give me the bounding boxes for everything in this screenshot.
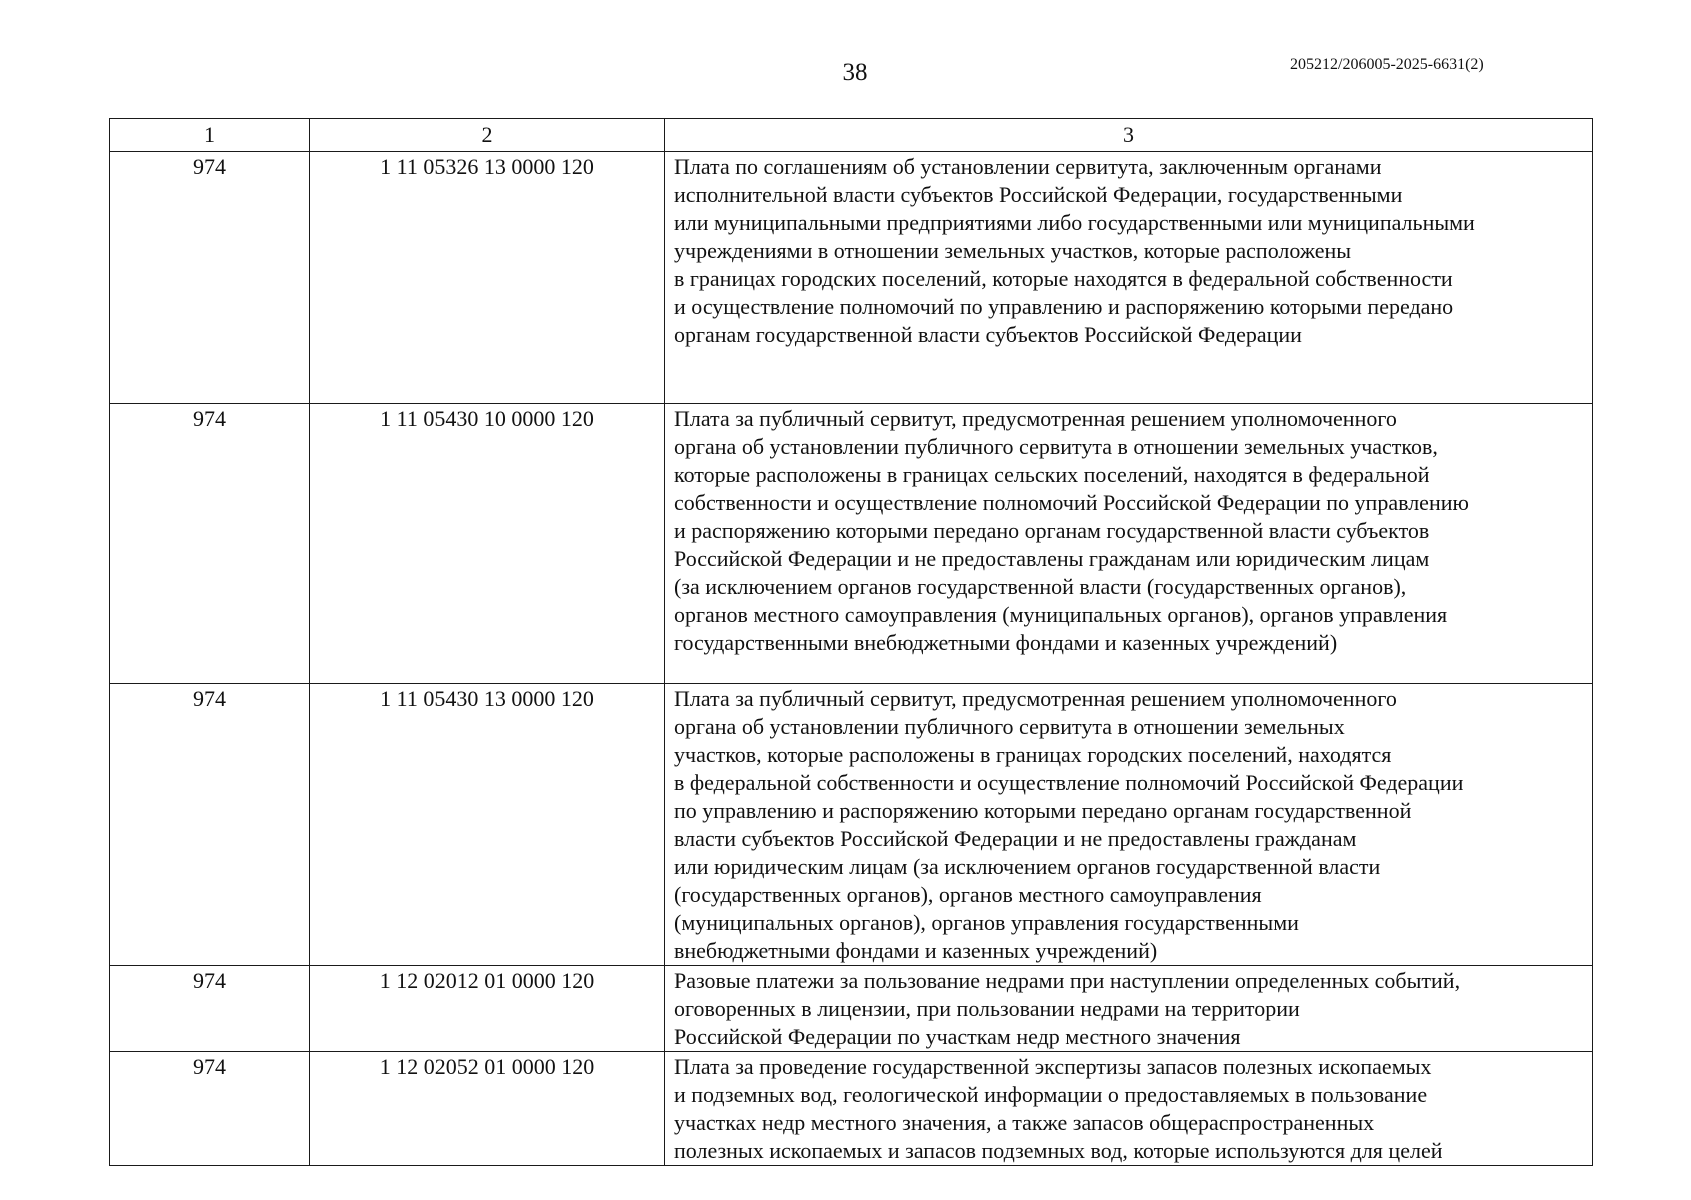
description-line: внебюджетными фондами и казенных учреждений) <box>674 938 1158 963</box>
description-line: собственности и осуществление полномочий Российской Федерации по управлению <box>674 490 1469 515</box>
description-line: Плата за проведение государственной экспертизы запасов полезных ископаемых <box>674 1054 1432 1079</box>
table-row <box>110 152 1593 404</box>
revenue-description-cell <box>665 1052 1593 1166</box>
description-line: учреждениями в отношении земельных участков, которые расположены <box>674 238 1352 263</box>
description-line: Российской Федерации и не предоставлены гражданам или юридическим лицам <box>674 546 1430 571</box>
description-line: и распоряжению которыми передано органам государственной власти субъектов <box>674 518 1430 543</box>
admin-code-cell: 974 <box>110 404 310 684</box>
budget-codes-table <box>109 118 1593 1166</box>
description-line: органов местного самоуправления (муниципальных органов), органов управления <box>674 602 1448 627</box>
description-line: и подземных вод, геологической информации о предоставляемых в пользование <box>674 1082 1428 1107</box>
description-line: или юридическим лицам (за исключением органов государственной власти <box>674 854 1381 879</box>
table-row <box>110 966 1593 1052</box>
table-row <box>110 684 1593 966</box>
description-line: органам государственной власти субъектов Российской Федерации <box>674 322 1302 347</box>
description-line: власти субъектов Российской Федерации и не предоставлены гражданам <box>674 826 1357 851</box>
description-line: в федеральной собственности и осуществление полномочий Российской Федерации <box>674 770 1464 795</box>
page-number: 38 <box>842 59 868 86</box>
table-header-row <box>110 119 1593 152</box>
description-line: Плата за публичный сервитут, предусмотренная решением уполномоченного <box>674 406 1397 431</box>
admin-code-cell: 974 <box>110 684 310 966</box>
revenue-description-cell <box>665 966 1593 1052</box>
revenue-description-cell <box>665 152 1593 404</box>
admin-code-cell: 974 <box>110 1052 310 1166</box>
revenue-description-cell <box>665 404 1593 684</box>
description-line: органа об установлении публичного сервитута в отношении земельных участков, <box>674 434 1438 459</box>
table-row <box>110 404 1593 684</box>
description-line: Плата по соглашениям об установлении сервитута, заключенным органами <box>674 154 1382 179</box>
description-line: или муниципальными предприятиями либо государственными или муниципальными <box>674 210 1475 235</box>
description-line: оговоренных в лицензии, при пользовании недрами на территории <box>674 996 1300 1021</box>
description-line: (за исключением органов государственной власти (государственных органов), <box>674 574 1407 599</box>
admin-code-cell: 974 <box>110 966 310 1052</box>
description-line: участках недр местного значения, а также запасов общераспространенных <box>674 1110 1375 1135</box>
admin-code-cell: 974 <box>110 152 310 404</box>
description-line: участков, которые расположены в границах городских поселений, находятся <box>674 742 1392 767</box>
description-line: в границах городских поселений, которые находятся в федеральной собственности <box>674 266 1453 291</box>
description-line: полезных ископаемых и запасов подземных вод, которые используются для целей <box>674 1138 1443 1163</box>
column-header-3: 3 <box>665 119 1593 152</box>
description-line: (государственных органов), органов местного самоуправления <box>674 882 1262 907</box>
description-line: и осуществление полномочий по управлению и распоряжению которыми передано <box>674 294 1454 319</box>
budget-classification-code-cell: 1 12 02012 01 0000 120 <box>310 966 665 1052</box>
table-row <box>110 1052 1593 1166</box>
column-header-1: 1 <box>110 119 310 152</box>
budget-classification-code-cell: 1 11 05430 10 0000 120 <box>310 404 665 684</box>
revenue-description-cell <box>665 684 1593 966</box>
budget-classification-code-cell: 1 12 02052 01 0000 120 <box>310 1052 665 1166</box>
description-line: Плата за публичный сервитут, предусмотренная решением уполномоченного <box>674 686 1397 711</box>
description-line: по управлению и распоряжению которыми передано органам государственной <box>674 798 1412 823</box>
budget-classification-code-cell: 1 11 05326 13 0000 120 <box>310 152 665 404</box>
description-line: Российской Федерации по участкам недр местного значения <box>674 1024 1241 1049</box>
description-line: исполнительной власти субъектов Российской Федерации, государственными <box>674 182 1403 207</box>
column-header-2: 2 <box>310 119 665 152</box>
description-line: Разовые платежи за пользование недрами при наступлении определенных событий, <box>674 968 1461 993</box>
description-line: которые расположены в границах сельских поселений, находятся в федеральной <box>674 462 1430 487</box>
budget-classification-code-cell: 1 11 05430 13 0000 120 <box>310 684 665 966</box>
document-id: 205212/206005-2025-6631(2) <box>1290 56 1484 73</box>
description-line: (муниципальных органов), органов управления государственными <box>674 910 1299 935</box>
description-line: органа об установлении публичного сервитута в отношении земельных <box>674 714 1345 739</box>
description-line: государственными внебюджетными фондами и казенных учреждений) <box>674 630 1338 655</box>
budget-codes-table-container <box>109 118 1592 1166</box>
